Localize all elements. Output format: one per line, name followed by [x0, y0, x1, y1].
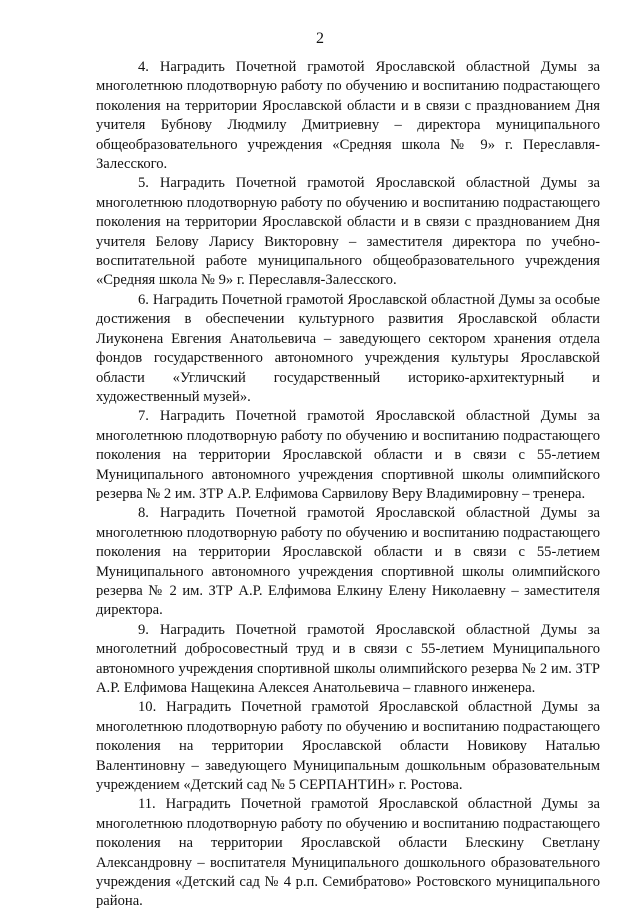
document-body [96, 58, 600, 912]
paragraph-10: 10. Наградить Почетной грамотой Ярославской областной Думы за многолетнюю плодотворную работу по обучению и воспитанию подрастающего поколения на территории Ярославской области Новикову Наталью Валентиновну – заведующего Муниципальным дошкольным образовательным учреждением «Детский сад № 5 СЕРПАНТИН» г. Ростова. [96, 699, 600, 794]
paragraph-11: 11. Наградить Почетной грамотой Ярославской областной Думы за многолетнюю плодотворную работу по обучению и воспитанию подрастающего поколения на территории Ярославской области Блескину Светлану Александровну – воспитателя Муниципального дошкольного образовательного учреждения «Детский сад № 4 р.п. Семибратово» Ростовского муниципального района. [96, 796, 600, 910]
paragraph-9: 9. Наградить Почетной грамотой Ярославской областной Думы за многолетний добросовестный труд и в связи с 55-летием Муниципального автономного учреждения спортивной школы олимпийского резерва № 2 им. ЗТР А.Р. Елфимова Нащекина Алексея Анатольевича – главного инженера. [96, 621, 600, 696]
paragraph-4: 4. Наградить Почетной грамотой Ярославской областной Думы за многолетнюю плодотворную работу по обучению и воспитанию подрастающего поколения на территории Ярославской области и в связи с празднованием Дня учителя Бубнову Людмилу Дмитриевну – директора муниципального общеобразовательного учреждения «Средняя школа № 9» г. Переславля-Залесского. [96, 59, 600, 173]
paragraph-5: 5. Наградить Почетной грамотой Ярославской областной Думы за многолетнюю плодотворную работу по обучению и воспитанию подрастающего поколения на территории Ярославской области и в связи с празднованием Дня учителя Белову Ларису Викторовну – заместителя директора по учебно-воспитательной работе муниципального общеобразовательного учреждения «Средняя школа № 9» г. Переславля-Залесского. [96, 175, 600, 289]
paragraph-7: 7. Наградить Почетной грамотой Ярославской областной Думы за многолетнюю плодотворную работу по обучению и воспитанию подрастающего поколения на территории Ярославской области и в связи с 55-летием Муниципального автономного учреждения спортивной школы олимпийского резерва № 2 им. ЗТР А.Р. Елфимова Сарвилову Веру Владимировну – тренера. [96, 408, 600, 502]
page-number: 2 [316, 30, 324, 47]
paragraph-6: 6. Наградить Почетной грамотой Ярославской областной Думы за особые достижения в обеспечении культурного развития Ярославской области Лиуконена Евгения Анатольевича – заведующего сектором хранения отдела фондов государственного автономного учреждения культуры Ярославской области «Угличский государственный историко-архитектурный и художественный музей». [96, 291, 600, 405]
paragraph-8: 8. Наградить Почетной грамотой Ярославской областной Думы за многолетнюю плодотворную работу по обучению и воспитанию подрастающего поколения на территории Ярославской области и в связи с 55-летием Муниципального автономного учреждения спортивной школы олимпийского резерва № 2 им. ЗТР А.Р. Елфимова Елкину Елену Николаевну – заместителя директора. [96, 505, 600, 619]
